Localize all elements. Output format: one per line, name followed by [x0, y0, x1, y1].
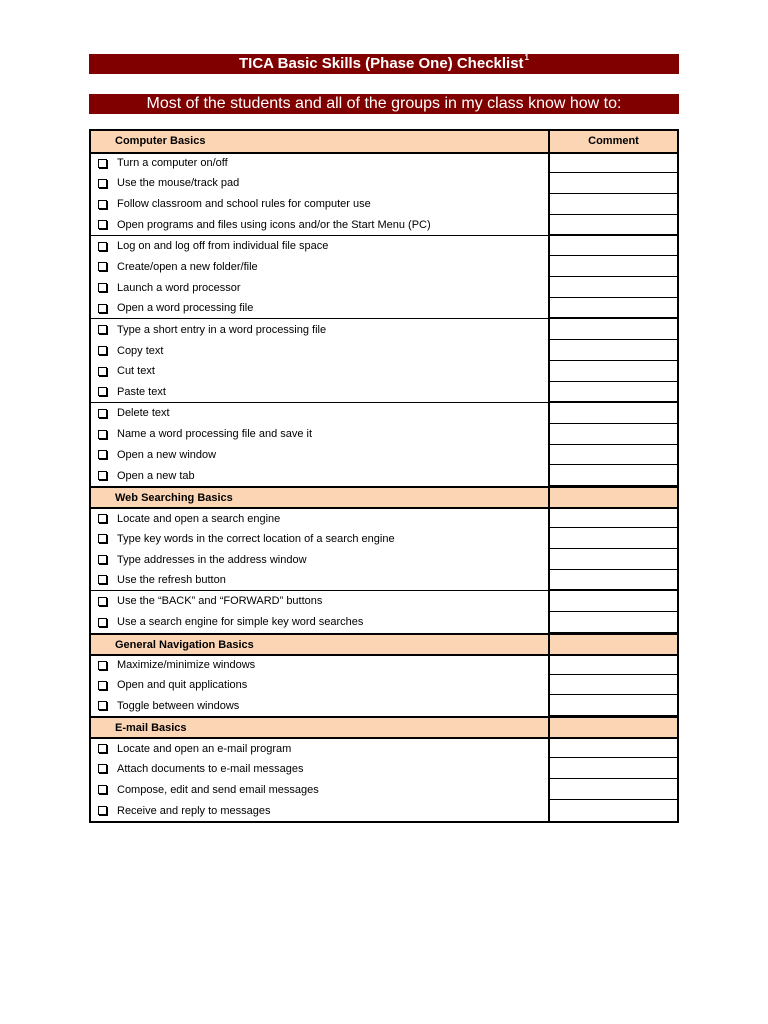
item-cell	[91, 361, 550, 382]
checkbox-icon[interactable]	[98, 262, 107, 271]
comment-field[interactable]	[550, 509, 677, 528]
checklist-item	[91, 465, 677, 486]
item-cell	[91, 215, 550, 235]
item-label: Use the “BACK” and “FORWARD” buttons	[117, 595, 323, 608]
checkbox-icon[interactable]	[98, 806, 107, 815]
item-cell	[91, 319, 550, 340]
item-cell	[91, 277, 550, 298]
checklist-item	[91, 612, 677, 633]
checklist-item	[91, 570, 677, 591]
comment-field[interactable]	[550, 612, 677, 633]
checklist-item	[91, 194, 677, 215]
checklist-item	[91, 549, 677, 570]
item-cell	[91, 695, 550, 716]
checklist-item	[91, 800, 677, 821]
item-cell	[91, 382, 550, 402]
item-cell	[91, 194, 550, 215]
checklist-item	[91, 675, 677, 696]
checklist-item	[91, 779, 677, 800]
item-cell	[91, 509, 550, 528]
item-cell	[91, 173, 550, 194]
section-title: General Navigation Basics	[91, 635, 550, 654]
document-subtitle: Most of the students and all of the groups in my class know how to:	[89, 94, 679, 114]
section-header	[91, 131, 677, 152]
item-label: Use the mouse/track pad	[117, 177, 240, 190]
checklist-item	[91, 445, 677, 466]
comment-field[interactable]	[550, 570, 677, 590]
item-cell	[91, 403, 550, 424]
item-label: Open programs and files using icons and/or the Start Menu (PC)	[117, 218, 431, 231]
item-cell	[91, 549, 550, 570]
item-label: Locate and open a search engine	[117, 512, 281, 525]
item-label: Turn a computer on/off	[117, 157, 228, 170]
item-cell	[91, 800, 550, 821]
comment-field[interactable]	[550, 194, 677, 215]
comment-field[interactable]	[550, 277, 677, 298]
item-cell	[91, 236, 550, 257]
item-label: Launch a word processor	[117, 281, 241, 294]
item-cell	[91, 465, 550, 486]
item-cell	[91, 591, 550, 612]
checkbox-icon[interactable]	[98, 346, 107, 355]
comment-field[interactable]	[550, 298, 677, 318]
item-label: Toggle between windows	[117, 699, 240, 712]
checkbox-icon[interactable]	[98, 283, 107, 292]
section-title: E-mail Basics	[91, 718, 550, 737]
checkbox-icon[interactable]	[98, 387, 107, 396]
checklist-item	[91, 758, 677, 779]
item-label: Name a word processing file and save it	[117, 428, 313, 441]
checkbox-icon[interactable]	[98, 661, 107, 670]
section-header	[91, 716, 677, 737]
checklist-item	[91, 152, 677, 173]
item-cell	[91, 779, 550, 800]
checklist-item	[91, 654, 677, 675]
comment-column-header	[550, 718, 677, 737]
checklist-item	[91, 277, 677, 298]
checkbox-icon[interactable]	[98, 220, 107, 229]
item-cell	[91, 570, 550, 590]
item-cell	[91, 256, 550, 277]
checkbox-icon[interactable]	[98, 514, 107, 523]
item-label: Open and quit applications	[117, 679, 248, 692]
checkbox-icon[interactable]	[98, 159, 107, 168]
section-title: Web Searching Basics	[91, 488, 550, 507]
item-cell	[91, 656, 550, 675]
item-label: Compose, edit and send email messages	[117, 783, 319, 796]
comment-field[interactable]	[550, 361, 677, 382]
item-label: Attach documents to e-mail messages	[117, 762, 304, 775]
checkbox-icon[interactable]	[98, 764, 107, 773]
document-title	[89, 54, 679, 74]
checklist-item	[91, 695, 677, 716]
checkbox-icon[interactable]	[98, 471, 107, 480]
checklist-item	[91, 340, 677, 361]
section-title: Computer Basics	[91, 131, 550, 152]
comment-field[interactable]	[550, 675, 677, 696]
item-label: Cut text	[117, 365, 155, 378]
checkbox-icon[interactable]	[98, 555, 107, 564]
item-label: Delete text	[117, 407, 170, 420]
comment-field[interactable]	[550, 154, 677, 173]
item-label: Paste text	[117, 385, 166, 398]
checklist-item	[91, 236, 677, 257]
item-label: Receive and reply to messages	[117, 804, 271, 817]
item-cell	[91, 739, 550, 758]
comment-field[interactable]	[550, 424, 677, 445]
item-label: Maximize/minimize windows	[117, 659, 256, 672]
comment-column-header	[550, 488, 677, 507]
checklist-item	[91, 507, 677, 528]
checkbox-icon[interactable]	[98, 597, 107, 606]
checkbox-icon[interactable]	[98, 367, 107, 376]
comment-field[interactable]	[550, 382, 677, 402]
comment-field[interactable]	[550, 549, 677, 570]
comment-field[interactable]	[550, 236, 677, 257]
checklist-item	[91, 737, 677, 758]
comment-field[interactable]	[550, 695, 677, 716]
title-footnote-mark: 1	[524, 53, 529, 62]
title-text: TICA Basic Skills (Phase One) Checklist	[239, 55, 524, 72]
checklist-item	[91, 424, 677, 445]
comment-field[interactable]	[550, 445, 677, 466]
checklist-item	[91, 298, 677, 319]
item-label: Open a word processing file	[117, 302, 254, 315]
checkbox-icon[interactable]	[98, 242, 107, 251]
checkbox-icon[interactable]	[98, 534, 107, 543]
checkbox-icon[interactable]	[98, 785, 107, 794]
checklist-item	[91, 319, 677, 340]
checkbox-icon[interactable]	[98, 409, 107, 418]
item-label: Open a new window	[117, 448, 217, 461]
comment-field[interactable]	[550, 465, 677, 486]
item-label: Copy text	[117, 344, 164, 357]
comment-field[interactable]	[550, 256, 677, 277]
checkbox-icon[interactable]	[98, 450, 107, 459]
comment-field[interactable]	[550, 739, 677, 758]
comment-field[interactable]	[550, 528, 677, 549]
checklist-item	[91, 361, 677, 382]
item-cell	[91, 298, 550, 318]
item-cell	[91, 612, 550, 633]
comment-field[interactable]	[550, 591, 677, 612]
comment-field[interactable]	[550, 758, 677, 779]
comment-field[interactable]	[550, 215, 677, 235]
item-label: Use the refresh button	[117, 573, 226, 586]
checklist-item	[91, 591, 677, 612]
item-label: Open a new tab	[117, 469, 195, 482]
checklist-item	[91, 403, 677, 424]
skills-checklist-table	[89, 129, 679, 823]
comment-field[interactable]	[550, 656, 677, 675]
comment-field[interactable]	[550, 779, 677, 800]
checklist-item	[91, 215, 677, 236]
item-cell	[91, 758, 550, 779]
item-label: Type a short entry in a word processing file	[117, 323, 327, 336]
checkbox-icon[interactable]	[98, 200, 107, 209]
item-cell	[91, 424, 550, 445]
comment-field[interactable]	[550, 340, 677, 361]
item-label: Type addresses in the address window	[117, 553, 307, 566]
checkbox-icon[interactable]	[98, 430, 107, 439]
checklist-item	[91, 256, 677, 277]
item-cell	[91, 154, 550, 173]
comment-field[interactable]	[550, 403, 677, 424]
comment-field[interactable]	[550, 800, 677, 821]
checkbox-icon[interactable]	[98, 325, 107, 334]
comment-column-header: Comment	[588, 135, 639, 147]
checkbox-icon[interactable]	[98, 575, 107, 584]
item-label: Create/open a new folder/file	[117, 260, 258, 273]
item-cell	[91, 528, 550, 549]
checkbox-icon[interactable]	[98, 304, 107, 313]
comment-field[interactable]	[550, 173, 677, 194]
item-cell	[91, 675, 550, 696]
checklist-item	[91, 173, 677, 194]
checkbox-icon[interactable]	[98, 179, 107, 188]
checklist-item	[91, 528, 677, 549]
comment-field[interactable]	[550, 319, 677, 340]
item-cell	[91, 445, 550, 466]
item-cell	[91, 340, 550, 361]
checkbox-icon[interactable]	[98, 618, 107, 627]
item-label: Follow classroom and school rules for computer use	[117, 198, 371, 211]
item-label: Locate and open an e-mail program	[117, 742, 292, 755]
checkbox-icon[interactable]	[98, 681, 107, 690]
item-label: Log on and log off from individual file space	[117, 240, 329, 253]
section-header	[91, 633, 677, 654]
checkbox-icon[interactable]	[98, 744, 107, 753]
item-label: Use a search engine for simple key word searches	[117, 616, 364, 629]
checklist-item	[91, 382, 677, 403]
comment-column-header	[550, 635, 677, 654]
item-label: Type key words in the correct location of a search engine	[117, 532, 395, 545]
section-header	[91, 486, 677, 507]
checkbox-icon[interactable]	[98, 701, 107, 710]
